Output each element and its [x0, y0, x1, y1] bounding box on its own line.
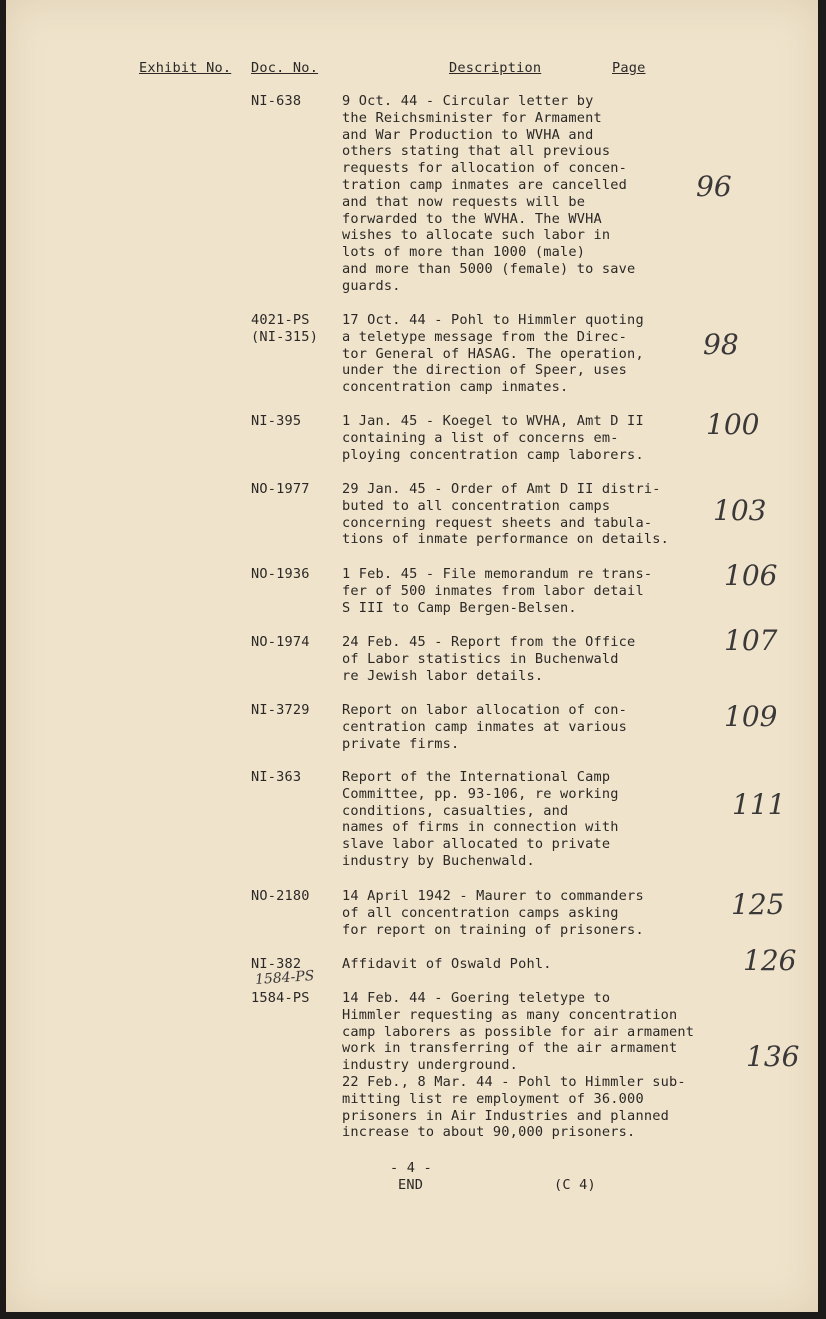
entry-page-number: 125 — [731, 888, 785, 921]
entry-doc-no: NO-1974 — [251, 634, 310, 650]
entry-page-number: 98 — [703, 328, 739, 361]
entry-description: Report of the International Camp Committee, pp. 93-106, re working conditions, casualties, and names of firms in connection with slave labor allocated to private industry by Buchenwald. — [342, 769, 619, 869]
entry-description: Report on labor allocation of con- centration camp inmates at various private firms. — [342, 702, 628, 752]
header-page: Page — [612, 60, 646, 76]
entry-description: 9 Oct. 44 - Circular letter by the Reichsminister for Armament and War Production to WVHA and others stating that all previous requests for allocation of concen- tration camp inmates are cancelled and that now requests will be forwarded to the WVHA. The WVHA wishes to allocate such labor in lots of more than 1000 (male) and more than 5000 (female) to save guards. — [342, 93, 636, 294]
handwritten-annotation: 1584-PS — [254, 967, 315, 989]
entry-page-number: 103 — [713, 494, 767, 527]
header-exhibit-no: Exhibit No. — [139, 60, 232, 76]
entry-description: Affidavit of Oswald Pohl. — [342, 956, 552, 972]
entry-doc-no: NI-638 — [251, 93, 302, 109]
entry-doc-no: NI-382 — [251, 956, 302, 972]
entry-description: 14 April 1942 - Maurer to commanders of all concentration camps asking for report on training of prisoners. — [342, 888, 644, 938]
entry-page-number: 126 — [743, 944, 797, 977]
entry-page-number: 136 — [746, 1040, 800, 1073]
entry-doc-no: NO-1977 — [251, 481, 310, 497]
entry-page-number: 106 — [724, 559, 778, 592]
entry-doc-no: 4021-PS (NI-315) — [251, 312, 319, 345]
entry-page-number: 109 — [724, 700, 778, 733]
entry-description: 1 Feb. 45 - File memorandum re trans- fer of 500 inmates from labor detail S III to Camp Bergen-Belsen. — [342, 566, 653, 616]
entry-page-number: 96 — [696, 170, 732, 203]
entry-description: 24 Feb. 45 - Report from the Office of Labor statistics in Buchenwald re Jewish labor details. — [342, 634, 636, 684]
entry-page-number: 107 — [724, 624, 778, 657]
entry-doc-no: NO-2180 — [251, 888, 310, 904]
page-number: - 4 - — [390, 1160, 432, 1176]
header-doc-no: Doc. No. — [251, 60, 319, 76]
end-marker: END — [398, 1177, 424, 1193]
entry-description: 1 Jan. 45 - Koegel to WVHA, Amt D II containing a list of concerns em- ploying concentration camp laborers. — [342, 413, 644, 463]
entry-doc-no: NI-3729 — [251, 702, 310, 718]
document-code: (C 4) — [554, 1177, 596, 1193]
entry-description: 17 Oct. 44 - Pohl to Himmler quoting a teletype message from the Direc- tor General of HASAG. The operation, under the direction of Speer, uses concentration camp inmates. — [342, 312, 644, 396]
document-page — [6, 0, 818, 1312]
header-description: Description — [449, 60, 542, 76]
entry-description: 29 Jan. 45 - Order of Amt D II distri- buted to all concentration camps concerning request sheets and tabula- tions of inmate performance on details. — [342, 481, 669, 548]
entry-doc-no: 1584-PS — [251, 990, 310, 1006]
entry-page-number: 100 — [706, 408, 760, 441]
entry-page-number: 111 — [732, 788, 786, 821]
entry-description: 14 Feb. 44 - Goering teletype to Himmler requesting as many concentration camp laborers as possible for air armament work in transferring of the air armament industry underground. 22 Feb., 8 Mar. 44 - Pohl to Himmler sub- mitting list re employment of 36.000 prisoners in Air Industries and planned increase to about 90,000 prisoners. — [342, 990, 695, 1141]
entry-doc-no: NI-395 — [251, 413, 302, 429]
entry-doc-no: NI-363 — [251, 769, 302, 785]
entry-doc-no: NO-1936 — [251, 566, 310, 582]
